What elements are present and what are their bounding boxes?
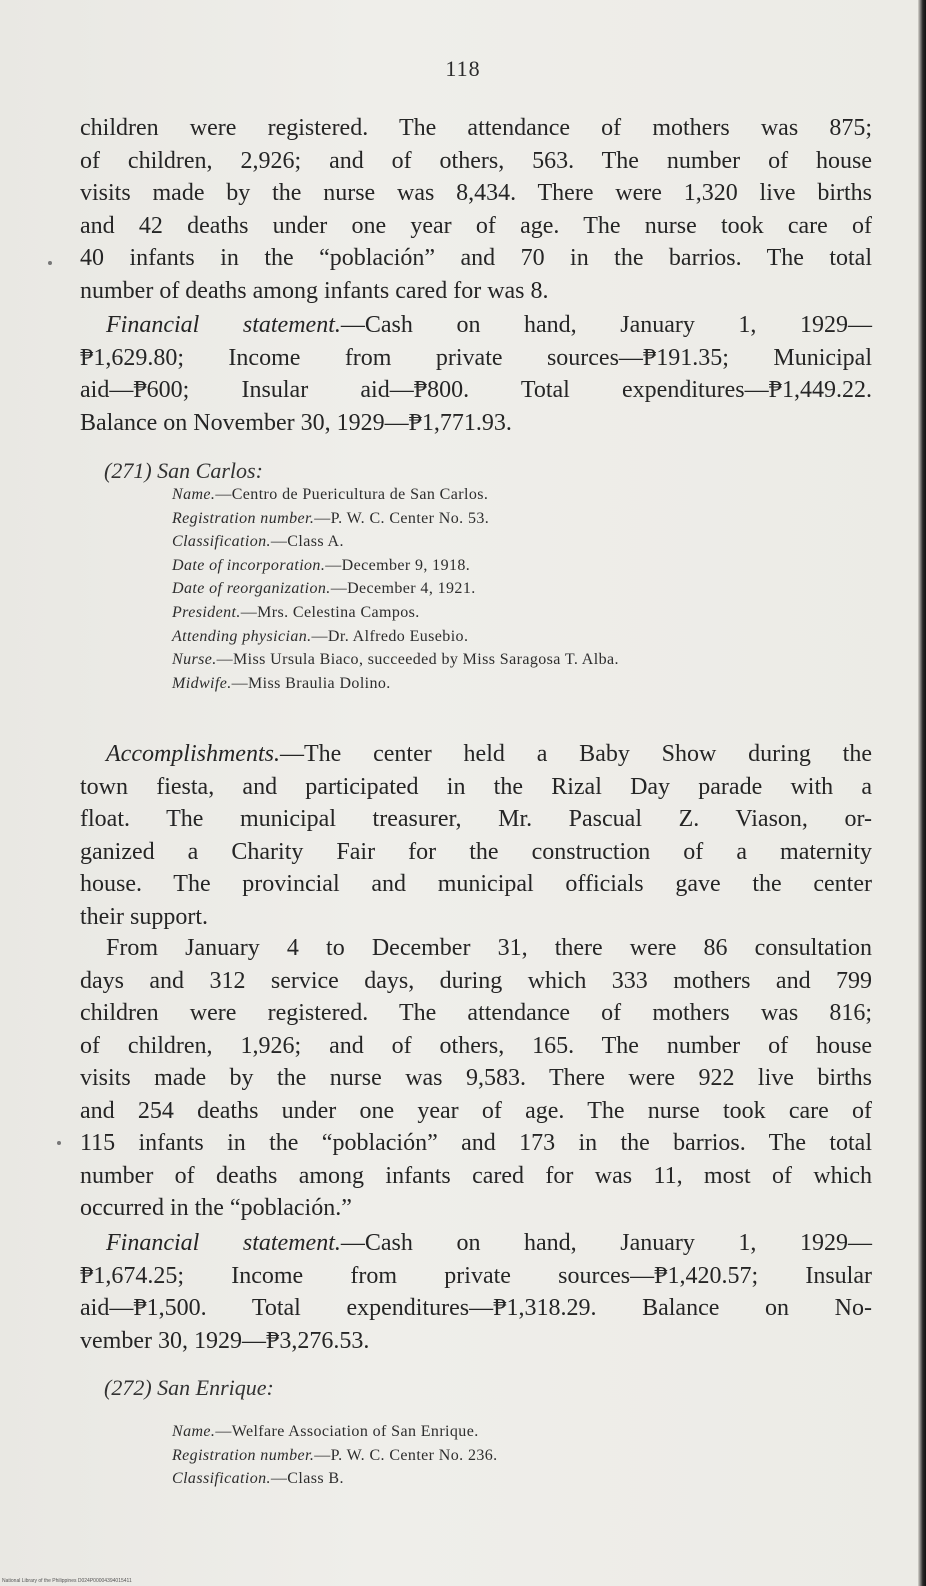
text-line: visits made by the nurse was 8,434. There were 1,320 live births bbox=[80, 180, 872, 206]
detail-value: —Miss Ursula Biaco, succeeded by Miss Saragosa T. Alba. bbox=[216, 651, 619, 669]
financial-statement-label: Financial statement. bbox=[106, 1230, 341, 1256]
accomplishments-paragraph bbox=[80, 738, 872, 933]
detail-value: —Class A. bbox=[270, 533, 344, 551]
detail-row bbox=[172, 648, 619, 672]
text-line: From January 4 to December 31, there were 86 consultation bbox=[106, 935, 872, 961]
detail-value: —Dr. Alfredo Eusebio. bbox=[311, 627, 469, 645]
detail-label: Registration number. bbox=[172, 509, 315, 527]
text-line: vember 30, 1929—₱3,276.53. bbox=[80, 1327, 370, 1354]
detail-label: Name. bbox=[172, 1423, 216, 1440]
detail-value: —Mrs. Celestina Campos. bbox=[240, 603, 420, 621]
detail-row bbox=[172, 601, 619, 625]
detail-row bbox=[172, 1444, 498, 1468]
detail-row bbox=[172, 1420, 498, 1444]
text-line: ganized a Charity Fair for the construction of a maternity bbox=[80, 838, 872, 865]
detail-label: President. bbox=[172, 603, 241, 621]
text-line bbox=[80, 309, 872, 342]
section-number: (272) bbox=[104, 1375, 152, 1400]
detail-row bbox=[172, 483, 619, 507]
detail-row bbox=[172, 577, 619, 601]
section-title: San Carlos: bbox=[157, 458, 263, 483]
detail-label: Date of incorporation. bbox=[172, 556, 326, 574]
detail-value: —P. W. C. Center No. 236. bbox=[314, 1446, 498, 1464]
text-line: Balance on November 30, 1929—₱1,771.93. bbox=[80, 409, 512, 436]
text-line: of children, 1,926; and of others, 165. The number of house bbox=[80, 1032, 872, 1059]
detail-value: —P. W. C. Center No. 53. bbox=[314, 509, 490, 527]
text-line: ₱1,674.25; Income from private sources—₱1,420.57; Insular bbox=[80, 1262, 872, 1289]
detail-label: Nurse. bbox=[172, 651, 217, 669]
detail-label: Attending physician. bbox=[172, 627, 312, 645]
section-number: (271) bbox=[104, 458, 152, 483]
text-line: days and 312 service days, during which 333 mothers and 799 bbox=[80, 967, 872, 994]
text-line: and 42 deaths under one year of age. The nurse took care of bbox=[80, 212, 872, 239]
text-line: town fiesta, and participated in the Rizal Day parade with a bbox=[80, 773, 872, 800]
text-line: visits made by the nurse was 9,583. There were 922 live births bbox=[80, 1065, 872, 1091]
text-fragment: —Cash on hand, January 1, 1929— bbox=[340, 1230, 873, 1256]
detail-value: —December 9, 1918. bbox=[325, 556, 471, 574]
detail-label: Midwife. bbox=[172, 674, 232, 692]
paragraph-continued bbox=[80, 112, 872, 307]
detail-row bbox=[172, 672, 619, 696]
text-line: float. The municipal treasurer, Mr. Pascual Z. Viason, or- bbox=[80, 806, 872, 832]
text-line: aid—₱1,500. Total expenditures—₱1,318.29. Balance on No- bbox=[80, 1295, 872, 1321]
text-line: number of deaths among infants cared for was 11, most of which bbox=[80, 1162, 872, 1189]
section-title: San Enrique: bbox=[157, 1375, 274, 1400]
center-details-271 bbox=[172, 483, 619, 695]
text-line bbox=[80, 738, 872, 771]
detail-value: —Centro de Puericultura de San Carlos. bbox=[215, 486, 489, 503]
text-line: house. The provincial and municipal officials gave the center bbox=[80, 871, 872, 897]
accomplishments-label: Accomplishments. bbox=[106, 741, 280, 767]
scan-footer-watermark: National Library of the Philippines D024P00004394015411 bbox=[2, 1578, 132, 1584]
detail-label: Date of reorganization. bbox=[172, 580, 331, 598]
detail-row bbox=[172, 530, 619, 554]
detail-value: —December 4, 1921. bbox=[330, 580, 476, 598]
financial-statement-2 bbox=[80, 1227, 872, 1357]
text-line: 40 infants in the “población” and 70 in the barrios. The total bbox=[80, 245, 872, 271]
section-heading-271 bbox=[104, 458, 263, 484]
detail-label: Registration number. bbox=[172, 1446, 315, 1464]
detail-value: —Miss Braulia Dolino. bbox=[231, 674, 391, 692]
financial-statement-label: Financial statement. bbox=[106, 312, 341, 338]
scan-speck bbox=[48, 261, 52, 265]
scan-speck bbox=[57, 1141, 61, 1145]
text-line: 115 infants in the “población” and 173 in the barrios. The total bbox=[80, 1130, 872, 1156]
statistics-paragraph bbox=[80, 932, 872, 1225]
detail-label: Classification. bbox=[172, 1470, 271, 1488]
detail-label: Name. bbox=[172, 486, 216, 503]
section-heading-272 bbox=[104, 1375, 274, 1401]
text-fragment: —Cash on hand, January 1, 1929— bbox=[340, 312, 873, 338]
detail-label: Classification. bbox=[172, 533, 271, 551]
text-line: of children, 2,926; and of others, 563. The number of house bbox=[80, 147, 872, 174]
detail-value: —Class B. bbox=[270, 1470, 344, 1488]
page-edge-shadow bbox=[918, 0, 926, 1586]
page-number: 118 bbox=[445, 56, 481, 81]
detail-value: —Welfare Association of San Enrique. bbox=[215, 1423, 479, 1440]
text-line: ₱1,629.80; Income from private sources—₱191.35; Municipal bbox=[80, 344, 872, 371]
text-line: their support. bbox=[80, 903, 208, 930]
financial-statement-1 bbox=[80, 309, 872, 439]
text-line: children were registered. The attendance of mothers was 816; bbox=[80, 1000, 872, 1026]
text-fragment: —The center held a Baby Show during the bbox=[279, 741, 872, 767]
text-line: aid—₱600; Insular aid—₱800. Total expenditures—₱1,449.22. bbox=[80, 377, 872, 403]
text-line: number of deaths among infants cared for was 8. bbox=[80, 277, 549, 304]
text-line: children were registered. The attendance of mothers was 875; bbox=[80, 115, 872, 141]
detail-row bbox=[172, 625, 619, 649]
detail-row bbox=[172, 554, 619, 578]
detail-row bbox=[172, 507, 619, 531]
center-details-272 bbox=[172, 1420, 498, 1491]
text-line bbox=[80, 1227, 872, 1260]
text-line: and 254 deaths under one year of age. The nurse took care of bbox=[80, 1097, 872, 1124]
detail-row bbox=[172, 1467, 498, 1491]
text-line: occurred in the “población.” bbox=[80, 1195, 352, 1221]
